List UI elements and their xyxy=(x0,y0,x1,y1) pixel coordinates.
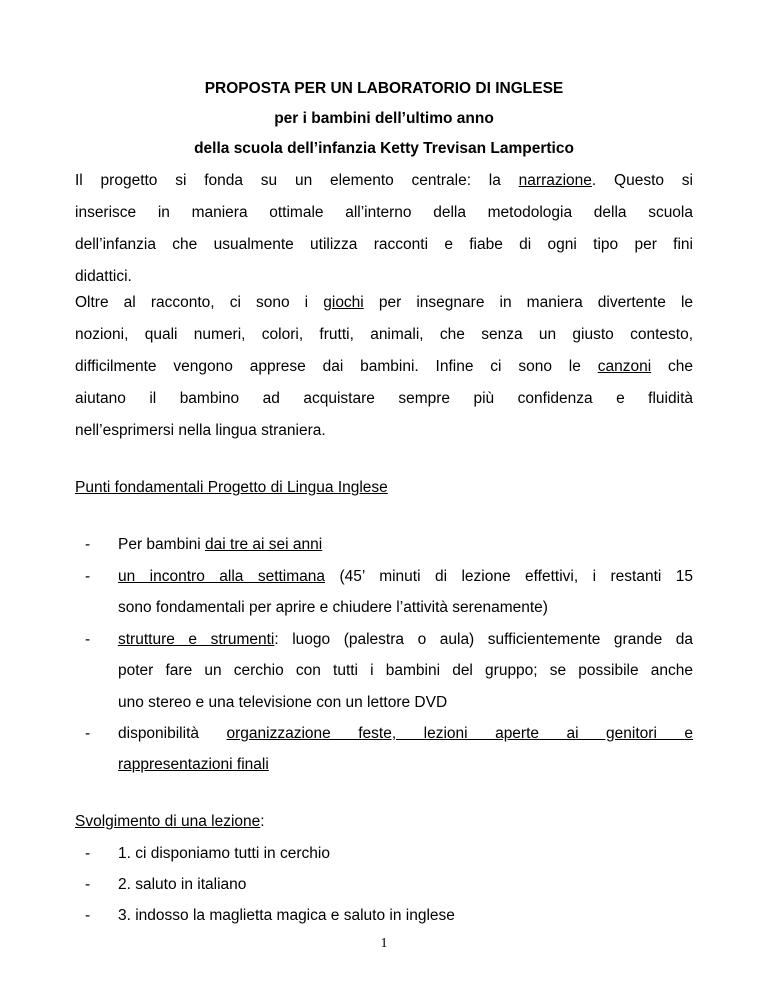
bullet-dash: - xyxy=(85,725,91,742)
keyword-giochi: giochi xyxy=(323,294,364,311)
title-line-3: della scuola dell’infanzia Ketty Trevisan Lampertico xyxy=(194,140,574,157)
page-number: 1 xyxy=(380,936,388,951)
list-item: strutture e strumenti: luogo (palestra o aula) sufficientemente grande da xyxy=(118,631,694,648)
section-heading-svolgimento: Svolgimento di una lezione: xyxy=(75,813,265,830)
list-item-continuation: uno stereo e una televisione con un lettore DVD xyxy=(118,694,448,711)
title-line-1: PROPOSTA PER UN LABORATORIO DI INGLESE xyxy=(204,80,564,97)
list-item-continuation: poter fare un cerchio con tutti i bambini del gruppo; se possibile anche xyxy=(118,662,693,679)
list-item-continuation: sono fondamentali per aprire e chiudere l’attività serenamente) xyxy=(118,599,548,616)
title-line-2: per i bambini dell’ultimo anno xyxy=(274,110,494,127)
intro-line: didattici. xyxy=(75,268,132,285)
bullet-dash: - xyxy=(85,536,91,553)
intro-line: difficilmente vengono apprese dai bambini. Infine ci sono le canzoni che xyxy=(75,358,694,375)
list-item-continuation: rappresentazioni finali xyxy=(118,756,269,773)
lesson-step: 3. indosso la maglietta magica e saluto in inglese xyxy=(118,907,455,924)
lesson-step: 1. ci disponiamo tutti in cerchio xyxy=(118,845,330,862)
intro-line: nell’esprimersi nella lingua straniera. xyxy=(75,422,326,439)
lesson-step: 2. saluto in italiano xyxy=(118,876,247,893)
bullet-dash: - xyxy=(85,876,91,893)
section-heading-punti: Punti fondamentali Progetto di Lingua Inglese xyxy=(75,479,388,496)
list-item: Per bambini dai tre ai sei anni xyxy=(118,536,323,553)
bullet-dash: - xyxy=(85,568,91,585)
intro-line: Oltre al racconto, ci sono i giochi per insegnare in maniera divertente le xyxy=(75,294,694,311)
list-item: un incontro alla settimana (45’ minuti di lezione effettivi, i restanti 15 xyxy=(118,568,693,585)
intro-line: aiutano il bambino ad acquistare sempre più confidenza e fluidità xyxy=(75,390,693,407)
bullet-dash: - xyxy=(85,907,91,924)
list-item: disponibilità organizzazione feste, lezioni aperte ai genitori e xyxy=(118,725,693,742)
bullet-dash: - xyxy=(85,845,91,862)
intro-line: inserisce in maniera ottimale all’interno della metodologia della scuola xyxy=(75,204,693,221)
intro-line: dell’infanzia che usualmente utilizza racconti e fiabe di ogni tipo per fini xyxy=(75,236,693,253)
keyword-narrazione: narrazione xyxy=(518,172,592,189)
intro-line: nozioni, quali numeri, colori, frutti, animali, che senza un giusto contesto, xyxy=(75,326,693,343)
bullet-dash: - xyxy=(85,631,91,648)
intro-line: Il progetto si fonda su un elemento centrale: la narrazione. Questo si xyxy=(75,172,693,189)
keyword-canzoni: canzoni xyxy=(597,358,652,375)
